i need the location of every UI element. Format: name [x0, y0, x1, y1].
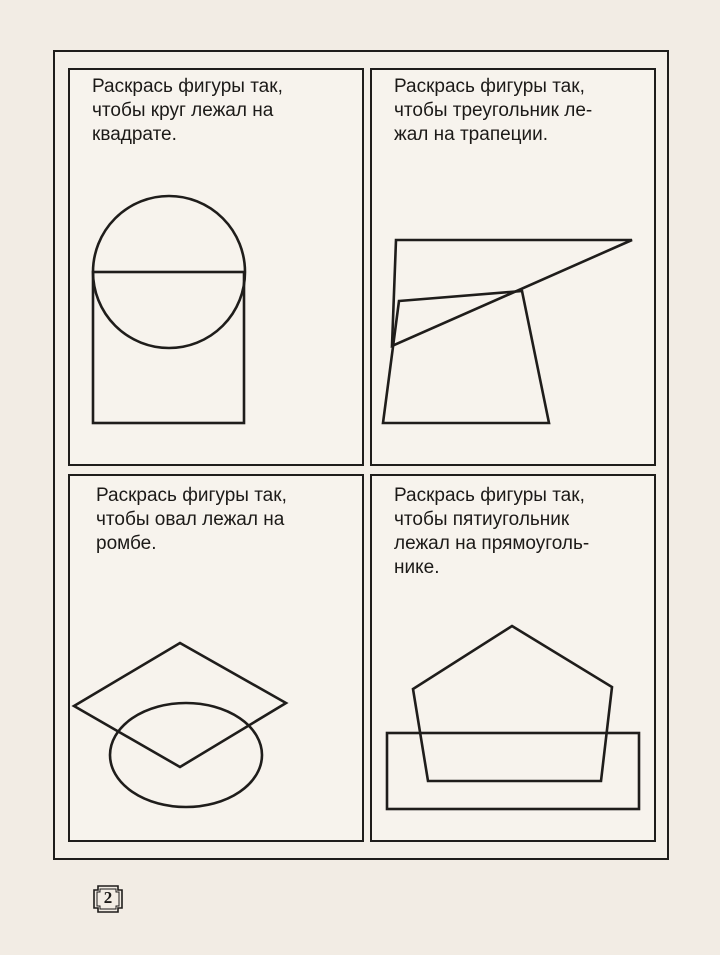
page-number: 2 — [103, 888, 113, 907]
instruction-line: чтобы круг лежал на — [92, 100, 274, 121]
instruction-line: Раскрась фигуры так, — [92, 76, 283, 97]
instruction-line: чтобы пятиугольник — [394, 509, 570, 530]
instruction-pentagon-rectangle — [394, 484, 630, 580]
instruction-line: лежал на прямоуголь- — [394, 533, 590, 554]
instruction-line: Раскрась фигуры так, — [96, 485, 287, 506]
instruction-line: чтобы треугольник ле- — [394, 100, 593, 121]
instruction-circle-square — [92, 75, 354, 147]
instruction-line: жал на трапеции. — [394, 124, 549, 145]
instruction-line: нике. — [394, 557, 440, 578]
instruction-line: ромбе. — [96, 533, 157, 554]
instruction-oval-rhombus — [96, 484, 354, 556]
instruction-line: Раскрась фигуры так, — [394, 485, 585, 506]
instruction-line: Раскрась фигуры так, — [394, 76, 585, 97]
instruction-triangle-trapezoid — [394, 75, 644, 147]
instruction-line: чтобы овал лежал на — [96, 509, 285, 530]
instruction-line: квадрате. — [92, 124, 177, 145]
